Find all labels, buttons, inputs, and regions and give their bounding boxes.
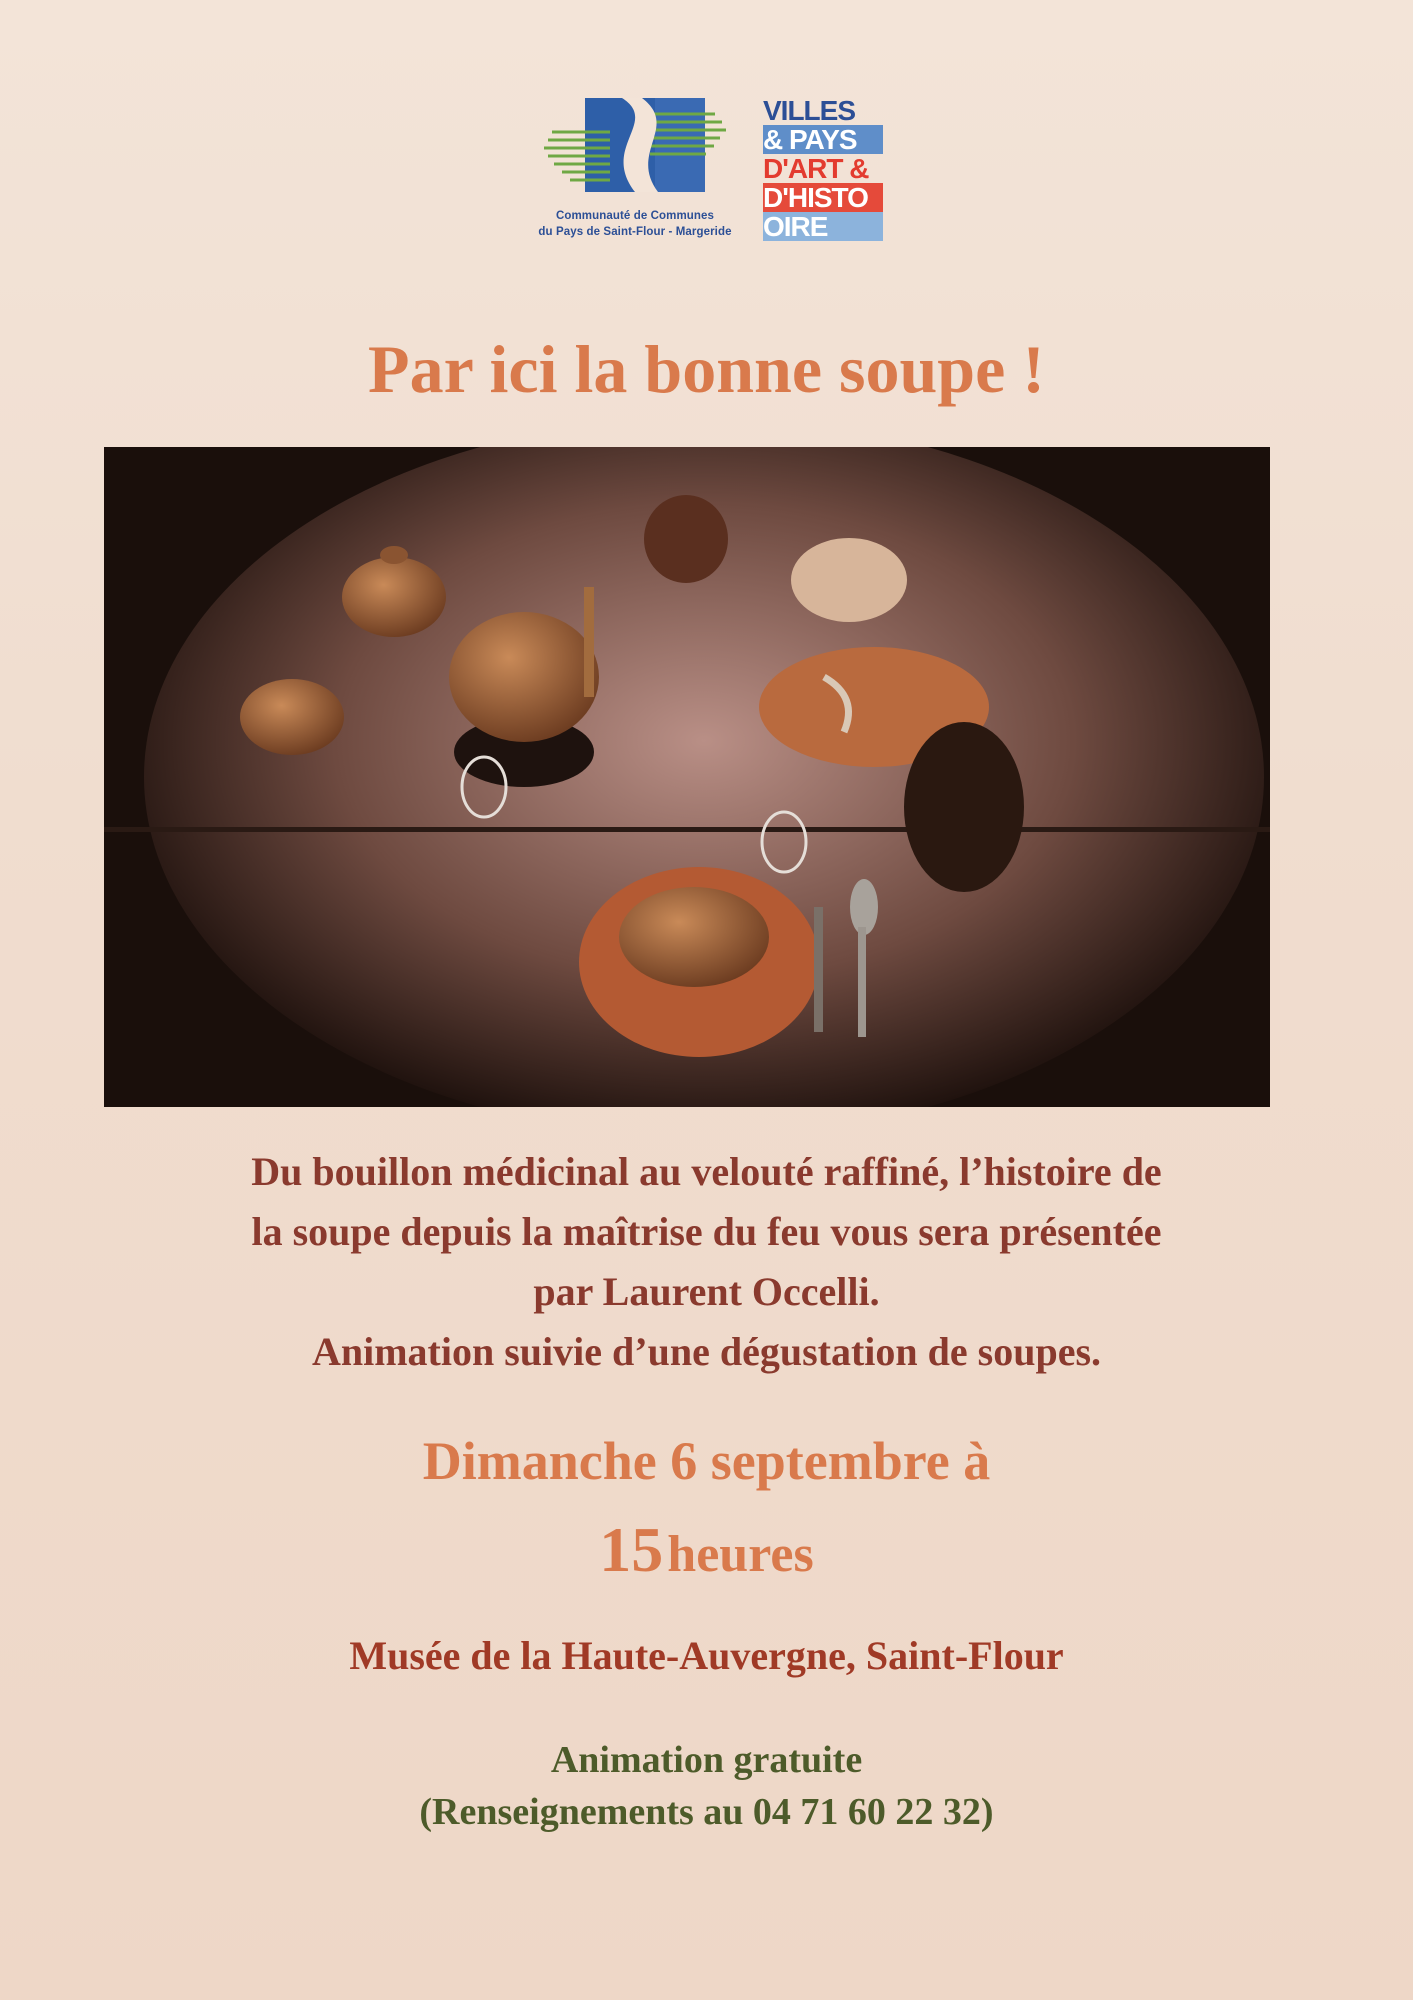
soup-tableware-photo: [104, 447, 1270, 1107]
description-line: Animation suivie d’une dégustation de soupes.: [311, 1329, 1102, 1374]
free-entry-label: Animation gratuite: [550, 1739, 863, 1781]
description-line: Du bouillon médicinal au velouté raffiné, l’histoire de: [251, 1149, 1162, 1194]
event-description: [60, 1142, 1353, 1382]
logo-area: [510, 92, 910, 252]
event-info: [0, 1734, 1413, 1838]
vp-line-2: & PAYS: [763, 125, 883, 154]
contact-phone: (Renseignements au 04 71 60 22 32): [419, 1791, 994, 1833]
vp-line-5: OIRE: [763, 212, 883, 241]
vp-line-4: D'HISTO: [763, 183, 883, 212]
time-line: [0, 1502, 1413, 1615]
hour-word: heures: [667, 1526, 814, 1583]
vp-line-1: VILLES: [763, 96, 856, 125]
description-line: la soupe depuis la maîtrise du feu vous sera présentée: [251, 1209, 1162, 1254]
communaute-line2: du Pays de Saint-Flour - Margeride: [538, 226, 732, 238]
vp-line-3: D'ART &: [763, 154, 869, 183]
description-line: par Laurent Occelli.: [533, 1269, 880, 1314]
villes-pays-art-histoire-logo: [763, 96, 883, 244]
event-venue: Musée de la Haute-Auvergne, Saint-Flour: [349, 1633, 1064, 1678]
poster-title: Par ici la bonne soupe !: [368, 331, 1045, 407]
river-landscape-icon: [510, 92, 760, 207]
event-date: [0, 1420, 1413, 1615]
event-hour: 15: [599, 1514, 664, 1585]
communaute-communes-logo: [510, 92, 760, 252]
communaute-line1: Communauté de Communes: [555, 210, 715, 222]
date-line: Dimanche 6 septembre à: [422, 1431, 991, 1491]
